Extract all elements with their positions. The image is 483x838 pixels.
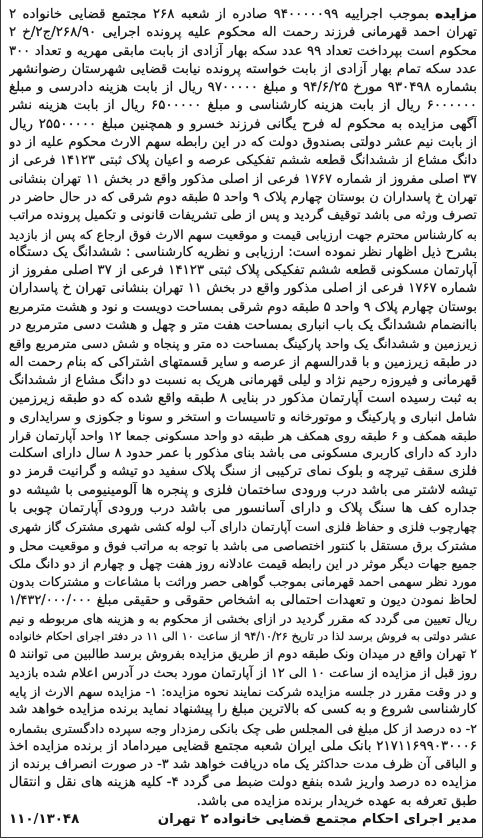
notice-line: ریال تعیین می گردد که مقرر گردید در ازای بخشی از محکوم به و هزینه های مربوطه و نیم xyxy=(9,610,477,626)
notice-line: کارشناسی شروع و به کسی که بالاترین مبلغ را پیشنهاد نماید برنده مزایده خواهد شد xyxy=(9,702,477,718)
notice-line: و الباقی آن ظرف مدت حداکثر یک ماه دریافت خواهد شد ۳- در صورت انصراف برنده از xyxy=(9,757,477,773)
notice-line: شماره ۱۷۶۷ فرعی از اصلی مذکور واقع در بخش ۱۱ تهران بنشانی تهران خ پاسداران xyxy=(9,281,477,297)
reference-number: ۱۱۰/۱۳۰۴۸ xyxy=(9,812,80,828)
notice-line: از بابت نیم عشر دولتی بصندوق دولت که در این رابطه سهم الارث محکوم علیه از دو xyxy=(9,135,477,151)
notice-line: قهرمانی و فیروزه رحیم نژاد و لیلی قهرمانی هریک به نسبت دو دانگ مشاع از ششدانگ xyxy=(9,372,477,388)
notice-line: عشر دولتی به فروش برسد لذا در تاریخ ۹۴/۱۰/۲۶ از ساعت ۱۰ الی ۱۱ در دفتر اجرای احکام خانواده xyxy=(9,630,477,644)
notice-line: در طبقه زیرزمین و با قدرالسهم از عرصه و سایر قسمتهای اشتراکی که بنام رحمت اله xyxy=(9,354,477,370)
notice-line: چهارچوب فلزی و حفاظ فلزی است آپارتمان دارای آب لوله کشی شهری مشترک گاز شهری xyxy=(9,520,477,535)
notice-line: بشماره ۹۳۰۴۹۸ مورخ ۹۴/۶/۲۵ و مبلغ ۹۷۰۰۰۰۰ ریال از بابت هزینه دادرسی و مبلغ xyxy=(9,80,477,96)
notice-line: محکوم است بپرداخت تعداد ۹۹ عدد سکه بهار آزادی از بابت مابقی مهریه و تعداد ۳۰۰ xyxy=(9,43,477,59)
notice-line: ۳۷ اصلی مفروز از شماره ۱۷۶۷ فرعی از اصلی مذکور واقع در بخش ۱۱ تهران بنشانی xyxy=(9,171,477,187)
notice-line: بوستان چهارم پلاک ۹ واحد ۵ طبقه دوم شرقی بمساحت دویست و نود و هشت مترمربع xyxy=(9,299,477,315)
notice-line: آپارتمان مسکونی قطعه ششم تفکیکی پلاک ثبتی ۱۴۱۲۳ فرعی از ۳۷ اصلی مفروز از xyxy=(9,263,477,279)
notice-line: زیرزمین و ششدانگ یک واحد پارکینگ بمساحت ده متر و پنجاه و شش دسی مترمربع واقع xyxy=(9,336,477,352)
notice-line: شامل انباری و پارکینگ و موتورخانه و تاسیسات و استخر و سونا و جکوزی و سرایداری و xyxy=(9,409,477,425)
notice-line: دانگ مشاع از ششدانگ قطعه ششم تفکیکی عرصه و اعیان پلاک ثبتی ۱۴۱۲۳ فرعی از xyxy=(9,153,477,169)
notice-first-line xyxy=(9,6,477,24)
notice-title: مزایده xyxy=(435,7,477,22)
notice-first-line-text: بموجب اجراییه ۹۴۰۰۰۰۰۹۹ صادره از شعبه ۲۶۸ مجتمع قضایی خانواده ۲ xyxy=(9,7,429,22)
notice-line: و در وقت مقرر در جلسه مزایده شرکت نمایند نحوه مزایده: ۱- مزایده سهم الارث از پایه xyxy=(9,683,477,699)
notice-line: فلزی سقف تیرچه و بلوک نمای ترکیبی از سنگ پلاک سفید دو تیشه و گرانیت قرمز دو xyxy=(9,464,477,480)
notice-line: مزایده ده درصد واریز شده بنفع دولت ضبط می گردد ۴- کلیه هزینه های نقل و انتقال xyxy=(9,775,477,791)
notice-line: به ثبت رسیده است آپارتمان مذکور در بنایی ۸ طبقه واقع شده که دو طبقه زیرزمین xyxy=(9,391,477,407)
notice-last-line: طبق تعرفه به عهده خریدار برنده مزایده می باشد. xyxy=(196,793,477,809)
notice-line: آگهی مزایده به محکوم له فرح یگانی فرزند خسرو و همچنین مبلغ ۲۵۵۰۰۰۰۰ ریال xyxy=(9,116,477,132)
notice-line: ۶۰۰۰۰۰۰ ریال از بابت هزینه کارشناسی و مبلغ ۶۵۰۰۰۰۰ ریال از بابت هزینه نشر xyxy=(9,98,477,114)
notice-line: دارد که دارای کاربری مسکونی می باشد بنای مذکور با عمر حدود ۸ سال دارای اسکلت xyxy=(9,446,477,462)
notice-line: باانضمام ششدانگ یک باب انباری بمساحت هفت متر و چهل و هشت دسی مترمربع در xyxy=(9,318,477,334)
notice-line: به کارشناس محترم جهت ارزیابی قیمت و موقعیت سهم الارث فوق ارجاع که پس از بازدید xyxy=(9,226,477,242)
notice-line: تهران احمد قهرمانی فرزند رحمت اله محکوم علیه پرونده اجرایی ۲۶۸/۹۰/ج۲/خ ۲ xyxy=(9,25,477,41)
notice-line: جمیع جهات دیگر موثر در این رابطه قیمت عادلانه روز هفت چهل و چهارم از دو دانگ ملک xyxy=(9,555,477,571)
notice-line: جداره کف ها سنگ پلاک و دارای آسانسور می باشد درب ورودی آپارتمان چوبی با xyxy=(9,501,477,517)
notice-line: بشرح ذیل اظهار نظر نموده است: ارزیابی و نظریه کارشناسی : ششدانگ یک دستگاه xyxy=(9,244,477,260)
notice-line: تصرف ورثه می باشد توقیف گردید و پس از طی تشریفات قانونی و تکمیل پرونده مراتب xyxy=(9,208,477,224)
notice-line: مورد نظر سهمی احمد قهرمانی بموجب گواهی حصر وراثت با مشاعات و مشترکات بدون xyxy=(9,574,477,590)
notice-line: طبقه همکف و ۶ طبقه روی همکف هر طبقه دو واحد مسکونی جمعا ۱۲ واحد آپارتمان قرار xyxy=(9,427,477,443)
notice-line: مشترک برق مستقل با کنتور اختصاصی می باشد با توجه به مراتب فوق و موقعیت محل و xyxy=(9,537,477,553)
notice-footer xyxy=(9,811,477,829)
notice-line: ۲- ده درصد از کل مبلغ فی المجلس طی چک بانکی رمزدار وجه سپرده دادگستری بشماره xyxy=(9,720,477,736)
notice-line: تیشه لاشتر می باشد درب ورودی ساختمان فلزی و پنجره ها آلومینیومی با شیشه دو xyxy=(9,482,477,498)
notice-line: ۲ تهران واقع در میدان ونک طبقه دوم از طریق مزایده بفروش برسد طالبین می توانند ۵ xyxy=(9,647,477,663)
notice-line: عدد سکه تمام بهار آزادی از بابت خواسته پرونده نیابت قضایی شهرستان رضوانشهر xyxy=(9,61,477,77)
notice-line: ۲۱۷۱۱۶۹۹۰۳۰۰۰۶ بانک ملی ایران شعبه مجتمع قضایی میرداماد از برنده مزایده اخذ xyxy=(9,738,477,754)
notice-line: روز قبل از مزایده از ساعت ۱۰ الی ۱۲ از آپارتمان مورد بحث در آدرس اعلام شده بازدید xyxy=(9,665,477,681)
notice-line: لحاظ نمودن دیون و تعهدات احتمالی به اشخاص حقوقی و حقیقی مبلغ ۱/۴۳۲/۰۰۰/۰۰۰ xyxy=(9,592,477,608)
notice-line: تهران خ پاسداران ن بوستان چهارم پلاک ۹ واحد ۵ طبقه دوم شرقی که در حال حاضر در xyxy=(9,189,477,205)
signature: مدیر اجرای احکام مجتمع قضایی خانواده ۲ تهران xyxy=(157,812,477,828)
